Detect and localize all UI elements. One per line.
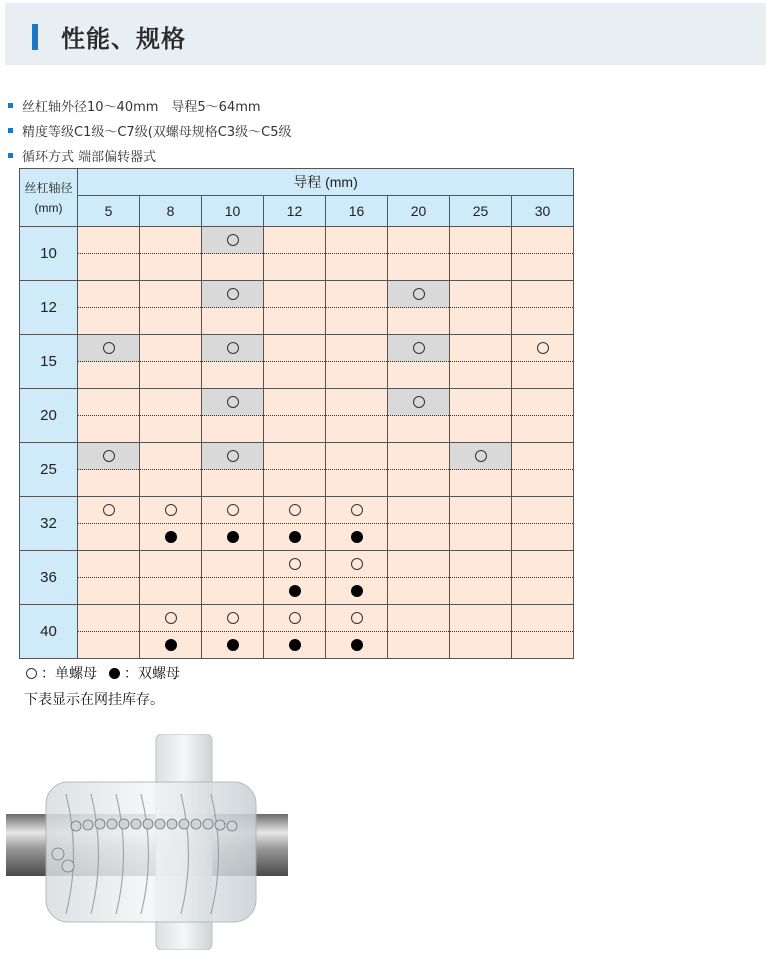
single-nut-slot [450,497,511,524]
open-circle-icon [413,396,425,408]
table-cell [450,605,512,659]
double-nut-slot [202,632,263,658]
bullet-item [8,118,291,143]
single-nut-slot [326,227,387,254]
table-cell [140,605,202,659]
double-nut-slot [202,470,263,496]
double-nut-slot [264,578,325,604]
single-nut-slot [202,389,263,416]
table-cell [326,281,388,335]
single-nut-slot [326,497,387,524]
table-row [20,389,574,443]
corner-header [20,169,78,227]
diameter-row-header: 10 [20,227,78,281]
double-nut-slot [388,308,449,334]
page-title: 性能、规格 [61,25,186,53]
double-nut-slot [512,254,573,280]
single-nut-slot [388,443,449,470]
single-nut-slot [140,335,201,362]
table-cell [326,443,388,497]
single-nut-slot [326,551,387,578]
filled-circle-icon [289,585,301,597]
single-nut-slot [512,389,573,416]
single-nut-slot [512,551,573,578]
table-cell [450,497,512,551]
table-row [20,227,574,281]
double-nut-slot [512,308,573,334]
bullet-text: 循环方式 端部偏转器式 [22,150,157,165]
single-nut-slot [388,551,449,578]
single-nut-slot [264,551,325,578]
table-cell [388,335,450,389]
double-nut-slot [450,470,511,496]
open-circle-icon [227,342,239,354]
table-cell [202,335,264,389]
lead-col-header: 25 [450,196,512,227]
single-nut-slot [78,335,139,362]
double-nut-slot [202,254,263,280]
table-cell [140,389,202,443]
table-cell [512,335,574,389]
single-nut-slot [140,281,201,308]
bullet-item [8,143,291,168]
double-nut-slot [388,362,449,388]
double-nut-slot [264,470,325,496]
table-cell [388,443,450,497]
double-nut-slot [202,308,263,334]
lead-col-header: 30 [512,196,574,227]
open-circle-icon [289,612,301,624]
single-nut-slot [202,443,263,470]
single-nut-slot [78,605,139,632]
stock-note: 下表显示在网挂库存。 [24,692,164,708]
table-cell [264,389,326,443]
double-nut-slot [388,632,449,658]
lead-col-header: 5 [78,196,140,227]
double-nut-slot [140,524,201,550]
double-nut-slot [264,416,325,442]
single-nut-slot [264,281,325,308]
table-cell [450,227,512,281]
table-cell [388,497,450,551]
double-nut-slot [450,632,511,658]
lead-col-header: 10 [202,196,264,227]
filled-circle-icon [289,531,301,543]
table-cell [140,443,202,497]
table-cell [512,281,574,335]
single-nut-slot [78,227,139,254]
diameter-row-header: 12 [20,281,78,335]
open-circle-icon [227,450,239,462]
diameter-row-header: 32 [20,497,78,551]
double-nut-slot [140,632,201,658]
table-cell [512,497,574,551]
single-nut-slot [202,551,263,578]
table-cell [78,605,140,659]
open-circle-icon [351,558,363,570]
open-circle-icon [351,504,363,516]
double-nut-slot [450,524,511,550]
filled-circle-icon [165,639,177,651]
open-circle-icon [227,396,239,408]
single-nut-slot [388,389,449,416]
double-nut-slot [78,524,139,550]
table-cell [78,281,140,335]
table-cell [512,227,574,281]
table-cell [202,227,264,281]
open-circle-icon [413,288,425,300]
bullet-item [8,93,291,118]
table-cell [78,443,140,497]
bullet-square-icon [8,103,13,108]
open-circle-icon [289,558,301,570]
double-nut-slot [450,254,511,280]
double-nut-slot [388,524,449,550]
open-circle-icon [165,504,177,516]
double-nut-slot [202,362,263,388]
double-nut-slot [140,578,201,604]
open-circle-icon [289,504,301,516]
open-circle-icon [227,504,239,516]
double-nut-slot [78,416,139,442]
double-nut-slot [78,578,139,604]
single-nut-slot [78,389,139,416]
table-row [20,281,574,335]
single-nut-slot [140,605,201,632]
open-circle-icon [537,342,549,354]
double-nut-slot [264,362,325,388]
filled-circle-icon [227,531,239,543]
table-cell [202,281,264,335]
table-row [20,551,574,605]
diameter-row-header: 40 [20,605,78,659]
double-nut-slot [78,632,139,658]
single-nut-slot [388,335,449,362]
double-nut-slot [326,254,387,280]
table-cell [450,551,512,605]
single-nut-slot [78,443,139,470]
double-nut-slot [140,362,201,388]
single-nut-slot [264,227,325,254]
single-nut-slot [326,335,387,362]
table-cell [202,605,264,659]
lead-header-row [20,196,574,227]
double-nut-slot [512,416,573,442]
table-cell [264,497,326,551]
table-cell [140,227,202,281]
double-nut-slot [450,416,511,442]
table-cell [388,605,450,659]
double-nut-slot [78,470,139,496]
single-nut-slot [512,605,573,632]
spec-table-body [20,227,574,659]
double-nut-slot [140,416,201,442]
single-nut-slot [512,281,573,308]
double-nut-slot [326,362,387,388]
table-cell [388,551,450,605]
double-nut-slot [450,308,511,334]
single-nut-slot [450,605,511,632]
table-cell [140,281,202,335]
filled-circle-icon [227,639,239,651]
single-nut-slot [326,389,387,416]
double-nut-slot [202,524,263,550]
table-cell [202,497,264,551]
table-cell [326,335,388,389]
table-row [20,335,574,389]
table-cell [326,605,388,659]
open-circle-icon [103,450,115,462]
double-nut-slot [512,632,573,658]
double-nut-slot [140,308,201,334]
double-nut-slot [512,470,573,496]
single-nut-slot [140,443,201,470]
table-cell [264,443,326,497]
table-cell [512,389,574,443]
table-cell [450,281,512,335]
diameter-row-header: 25 [20,443,78,497]
filled-circle-icon [109,668,120,679]
filled-circle-icon [351,585,363,597]
table-row [20,443,574,497]
table-cell [78,335,140,389]
single-nut-slot [512,497,573,524]
double-nut-slot [388,416,449,442]
single-nut-slot [264,335,325,362]
double-nut-slot [264,308,325,334]
single-nut-slot [450,551,511,578]
double-nut-slot [326,416,387,442]
single-nut-slot [388,497,449,524]
double-nut-slot [264,254,325,280]
single-nut-slot [450,443,511,470]
table-cell [202,389,264,443]
single-nut-slot [326,281,387,308]
table-row [20,497,574,551]
spec-table [19,168,574,659]
lead-col-header: 8 [140,196,202,227]
single-nut-slot [264,605,325,632]
bullet-text: 丝杠轴外径10～40mm 导程5～64mm [22,100,261,115]
single-nut-slot [78,497,139,524]
single-nut-slot [78,551,139,578]
double-nut-slot [512,578,573,604]
lead-col-header: 20 [388,196,450,227]
open-circle-icon [26,668,37,679]
double-nut-slot [78,362,139,388]
filled-circle-icon [351,531,363,543]
single-nut-slot [140,227,201,254]
open-circle-icon [165,612,177,624]
table-cell [264,281,326,335]
table-cell [78,389,140,443]
bullet-square-icon [8,128,13,133]
table-cell [202,551,264,605]
table-cell [78,227,140,281]
double-nut-slot [326,632,387,658]
single-nut-slot [326,605,387,632]
filled-circle-icon [289,639,301,651]
open-circle-icon [103,342,115,354]
lead-col-header: 12 [264,196,326,227]
single-nut-slot [202,335,263,362]
single-nut-slot [202,281,263,308]
legend [26,663,180,683]
double-nut-slot [326,308,387,334]
single-nut-slot [512,335,573,362]
table-cell [450,389,512,443]
bullet-square-icon [8,153,13,158]
single-nut-slot [450,281,511,308]
single-nut-slot [78,281,139,308]
spec-bullet-list [8,93,291,168]
single-nut-slot [512,443,573,470]
single-nut-slot [388,227,449,254]
table-cell [264,335,326,389]
table-cell [450,443,512,497]
bullet-text: 精度等级C1级～C7级(双螺母规格C3级～C5级 [22,125,292,140]
table-cell [326,389,388,443]
open-circle-icon [475,450,487,462]
double-nut-slot [450,362,511,388]
single-nut-slot [326,443,387,470]
single-nut-slot [264,497,325,524]
table-cell [388,389,450,443]
single-nut-slot [264,389,325,416]
single-nut-slot [450,389,511,416]
table-cell [202,443,264,497]
section-header [5,3,766,65]
open-circle-icon [227,612,239,624]
table-cell [388,281,450,335]
table-cell [140,551,202,605]
filled-circle-icon [165,531,177,543]
double-nut-slot [78,308,139,334]
diameter-row-header: 36 [20,551,78,605]
double-nut-slot [78,254,139,280]
table-cell [264,605,326,659]
table-cell [264,551,326,605]
single-nut-slot [140,389,201,416]
table-cell [140,335,202,389]
single-nut-slot [388,605,449,632]
corner-label: 丝杠轴径 [24,180,73,195]
double-nut-slot [140,254,201,280]
corner-unit: (mm) [34,200,63,215]
double-nut-slot [202,578,263,604]
diameter-row-header: 15 [20,335,78,389]
table-cell [326,551,388,605]
double-nut-slot [326,578,387,604]
open-circle-icon [227,288,239,300]
table-cell [512,605,574,659]
lead-header: 导程 (mm) [78,169,574,196]
single-nut-slot [202,497,263,524]
open-circle-icon [351,612,363,624]
single-nut-slot [450,335,511,362]
single-nut-slot [140,551,201,578]
table-cell [264,227,326,281]
filled-circle-icon [351,639,363,651]
diameter-row-header: 20 [20,389,78,443]
double-nut-slot [388,470,449,496]
double-nut-slot [202,416,263,442]
double-nut-slot [388,254,449,280]
double-nut-slot [450,578,511,604]
double-nut-slot [326,524,387,550]
single-nut-slot [202,605,263,632]
single-nut-slot [388,281,449,308]
single-nut-slot [264,443,325,470]
open-circle-icon [413,342,425,354]
single-nut-slot [450,227,511,254]
double-nut-slot [264,524,325,550]
single-nut-slot [202,227,263,254]
legend-single-label: ：单螺母 [41,666,97,682]
ball-screw-photo [6,734,288,950]
double-nut-slot [512,362,573,388]
open-circle-icon [227,234,239,246]
double-nut-slot [388,578,449,604]
table-cell [140,497,202,551]
double-nut-slot [512,524,573,550]
legend-double-label: ：双螺母 [124,666,180,682]
table-cell [78,551,140,605]
table-cell [388,227,450,281]
single-nut-slot [512,227,573,254]
table-cell [512,443,574,497]
open-circle-icon [103,504,115,516]
single-nut-slot [140,497,201,524]
table-cell [326,227,388,281]
accent-bar [32,24,38,50]
table-cell [450,335,512,389]
double-nut-slot [326,470,387,496]
table-cell [326,497,388,551]
lead-col-header: 16 [326,196,388,227]
table-cell [78,497,140,551]
double-nut-slot [140,470,201,496]
table-row [20,605,574,659]
double-nut-slot [264,632,325,658]
table-cell [512,551,574,605]
